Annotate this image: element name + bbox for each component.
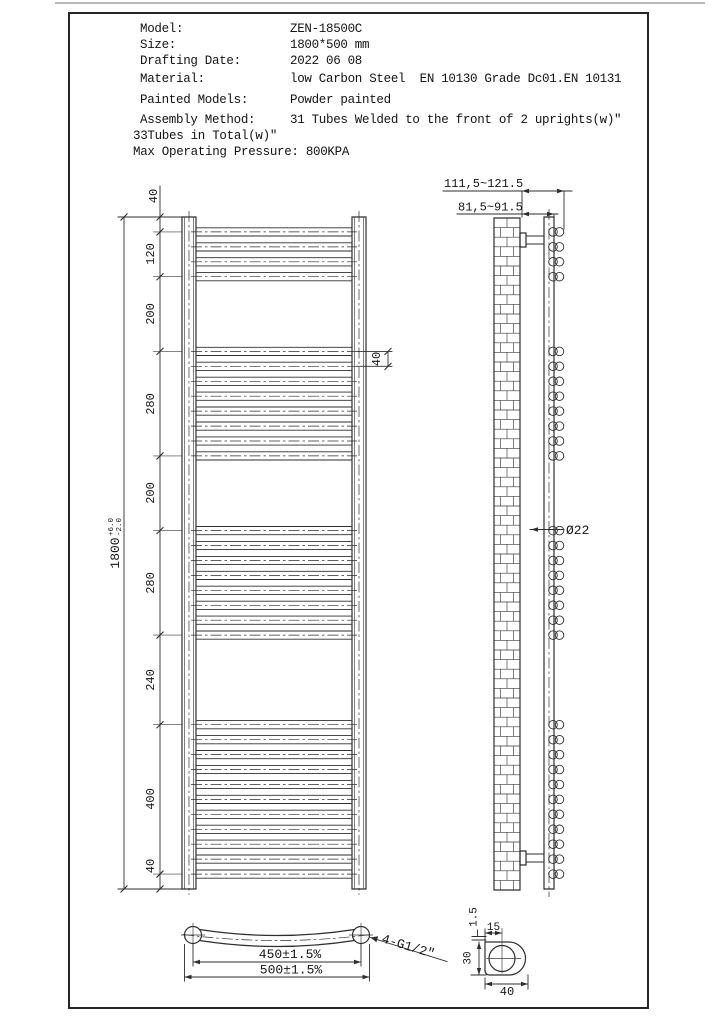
spec-value: 1800*500 mm bbox=[290, 38, 370, 52]
dim-segment-280: 280 bbox=[144, 393, 158, 415]
dim-wall-to-tube-outer: 111,5~121.5 bbox=[444, 177, 524, 191]
dim-wall-to-upright: 81,5~91.5 bbox=[458, 200, 523, 215]
spec-value: 2022 06 08 bbox=[290, 54, 363, 68]
dim-segment-120: 120 bbox=[144, 243, 158, 265]
dim-segment-200: 200 bbox=[144, 303, 158, 325]
dim-center-distance: 450±1.5% bbox=[258, 947, 322, 962]
spec-label: Material: bbox=[140, 72, 205, 86]
dim-overall-value: 1800 bbox=[108, 537, 123, 569]
fitting-thread-label: 4-G1/2″ bbox=[379, 931, 437, 962]
dimension-labels bbox=[108, 177, 589, 999]
spec-label: Size: bbox=[140, 38, 177, 52]
dim-segment-280b: 280 bbox=[144, 572, 158, 594]
side-view bbox=[443, 191, 572, 897]
dim-segment-40-top: 40 bbox=[147, 188, 161, 204]
spec-value: Powder painted bbox=[290, 93, 391, 107]
spec-label: Painted Models: bbox=[140, 93, 249, 107]
spec-label: 33Tubes in Total(w)″ bbox=[133, 129, 278, 143]
dim-overall-width: 500±1.5% bbox=[259, 962, 323, 978]
spec-value: ZEN-18500C bbox=[290, 22, 363, 36]
spec-label: Model: bbox=[140, 22, 184, 36]
dim-segment-200b: 200 bbox=[144, 482, 158, 504]
spec-label: Assembly Method: bbox=[140, 113, 256, 127]
spec-value: 31 Tubes Welded to the front of 2 uprights(w)″ bbox=[290, 113, 622, 127]
dim-tube-diameter: Ø22 bbox=[566, 523, 590, 538]
dim-overall-height bbox=[108, 517, 124, 568]
dim-segment-40-bottom: 40 bbox=[144, 858, 158, 874]
dim-segment-240: 240 bbox=[144, 669, 158, 691]
dim-section-depth: 30 bbox=[462, 951, 475, 965]
dim-section-offset: 15 bbox=[486, 922, 501, 934]
dim-segment-400: 400 bbox=[144, 788, 158, 810]
dim-overall-tol-upper: +6.0 bbox=[108, 517, 116, 536]
spec-label: Max Operating Pressure: 800KPA bbox=[133, 145, 350, 159]
dim-tube-pitch: 40 bbox=[370, 351, 384, 367]
upright-section-view bbox=[471, 928, 528, 989]
dim-section-width: 40 bbox=[499, 985, 515, 999]
dim-overall-tol-lower: -2.0 bbox=[116, 517, 124, 536]
spec-value: low Carbon Steel EN 10130 Grade Dc01.EN 10131 bbox=[290, 72, 622, 86]
spec-label: Drafting Date: bbox=[140, 54, 241, 68]
dim-section-wall: 1.5 bbox=[468, 907, 481, 927]
